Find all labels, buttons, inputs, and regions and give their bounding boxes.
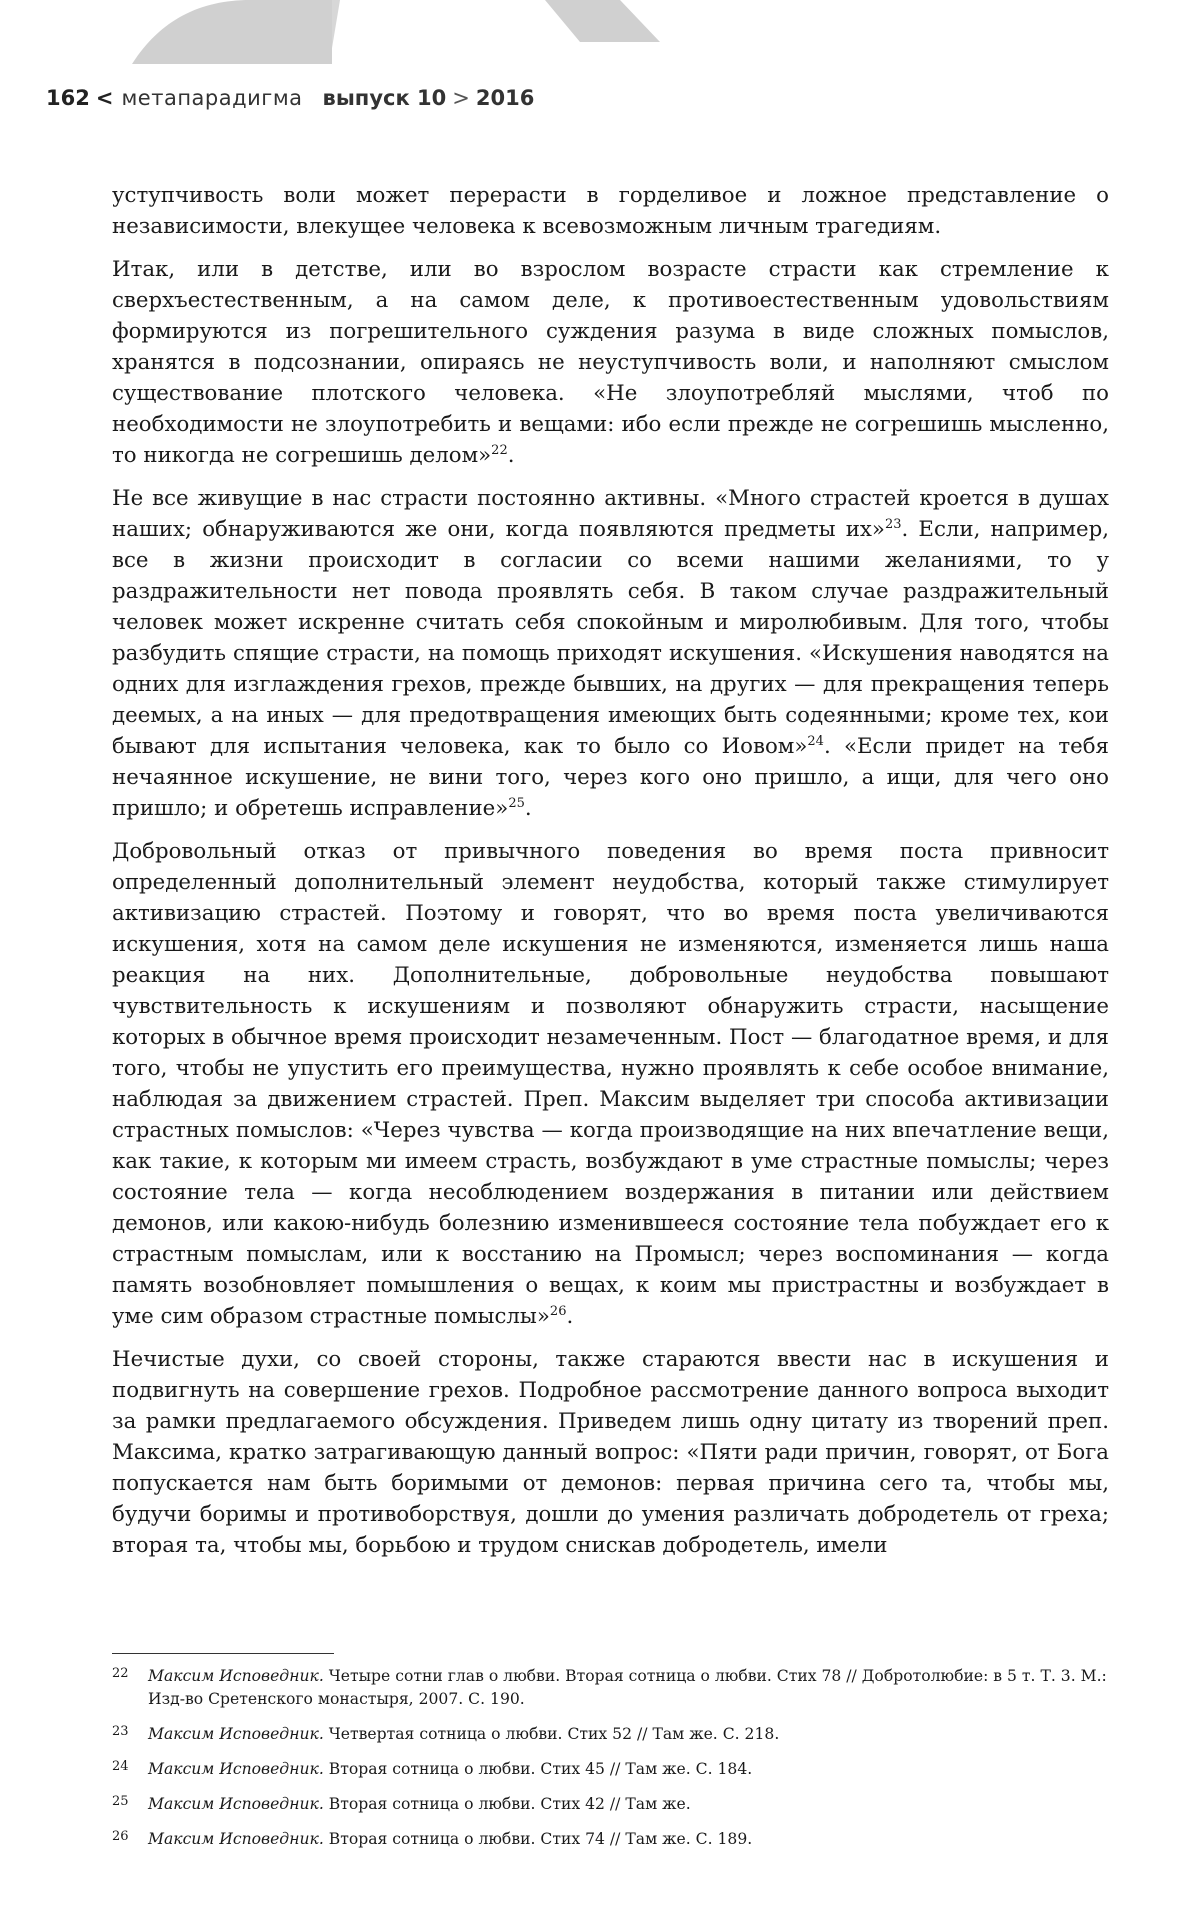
footnote-text: Вторая сотница о любви. Стих 42 // Там же. [323, 1795, 691, 1813]
footnote-reference: 26 [549, 1303, 567, 1319]
footnote-reference: 25 [508, 795, 525, 811]
prev-arrow: < [95, 86, 114, 110]
paragraph-text: Итак, или в детстве, или во взрослом возрасте страсти как стремление к сверхъестественным, а на самом деле, к противоестественным удовольствиям формируются из погрешительного суждения разума в виде сложных помыслов, хранятся в подсознании, опираясь не неуступчивость воли, и наполняют смыслом существование плотского человека. «Не злоупотребляй мыслями, чтоб по необходимости не злоупотребить и вещами: ибо если прежде не согрешишь мысленно, то никогда не согрешишь делом» [112, 257, 1109, 468]
footnote-reference: 22 [491, 442, 508, 458]
footnote-text: Вторая сотница о любви. Стих 74 // Там же. С. 189. [323, 1830, 753, 1848]
footnote-number: 22 [112, 1666, 129, 1681]
footnote-item [112, 1793, 1109, 1816]
paragraph [112, 483, 1109, 824]
paragraph [112, 836, 1109, 1332]
footnote-text: Четвертая сотница о любви. Стих 52 // Там же. С. 218. [323, 1725, 780, 1743]
footnote-author: Максим Исповедник. [148, 1760, 324, 1778]
footnote-number: 24 [112, 1759, 129, 1774]
footnote-item [112, 1665, 1109, 1711]
paragraph-text: Добровольный отказ от привычного поведения во время поста привносит определенный дополнительный элемент неудобства, который также стимулирует активизацию страстей. Поэтому и говорят, что во время поста увеличиваются искушения, хотя на самом деле искушения не изменяются, изменяется лишь наша реакция на них. Дополнительные, добровольные неудобства повышают чувствительность к искушениям и позволяют обнаружить страсти, насыщение которых в обычное время происходит незамеченным. Пост — благодатное время, и для того, чтобы не упустить его преимущества, нужно проявлять к себе особое внимание, наблюдая за движением страстей. Преп. Максим выделяет три способа активизации страстных помыслов: «Через чувства — когда производящие на них впечатление вещи, как такие, к которым ми имеем страсть, возбуждают в уме страстные помыслы; через состояние тела — когда несоблюдением воздержания в питании или действием демонов, или какою-нибудь болезнию изменившееся состояние тела побуждает его к страстным помыслам, или к восстанию на Промысл; через воспоминания — когда память возобновляет помышления о вещах, к коим мы пристрастны и возбуждает в уме сим образом страстные помыслы» [112, 839, 1109, 1329]
footnotes [112, 1665, 1109, 1863]
page-number: 162 [46, 86, 90, 110]
footnote-number: 23 [112, 1724, 129, 1739]
paragraph [112, 180, 1109, 242]
footnote-author: Максим Исповедник. [148, 1725, 324, 1743]
footnote-divider [112, 1653, 334, 1654]
footnote-number: 26 [112, 1829, 129, 1844]
footnote-item [112, 1828, 1109, 1851]
footnote-author: Максим Исповедник. [148, 1795, 324, 1813]
paragraph-text: . [566, 1304, 574, 1329]
issue-label: выпуск 10 [322, 86, 447, 110]
paragraph [112, 254, 1109, 471]
paragraph-text: . [507, 443, 515, 468]
footnote-text: Вторая сотница о любви. Стих 45 // Там же. С. 184. [323, 1760, 753, 1778]
paragraph-text: . «Если придет на тебя нечаянное искушение, не вини того, через кого оно пришло, а ищи, для чего оно пришло; и обретешь исправление» [112, 734, 1109, 821]
footnote-author: Максим Исповедник. [148, 1830, 324, 1848]
separator-arrow: > [452, 86, 470, 110]
footnote-item [112, 1723, 1109, 1746]
paragraph-text: Не все живущие в нас страсти постоянно активны. «Много страстей кроется в душах наших; обнаруживаются же они, когда появляются предметы их» [112, 486, 1109, 542]
paragraph-text: уступчивость воли может перерасти в горделивое и ложное представление о независимости, влекущее человека к всевозможным личным трагедиям. [112, 183, 1109, 239]
issue-year: 2016 [475, 86, 535, 110]
paragraph-text: . [524, 796, 532, 821]
footnote-reference: 23 [884, 516, 902, 532]
footnote-item [112, 1758, 1109, 1781]
footnote-author: Максим Исповедник. [148, 1667, 324, 1685]
journal-name: метапарадигма [121, 86, 303, 110]
footnote-reference: 24 [807, 733, 824, 749]
paragraph [112, 1344, 1109, 1561]
footnote-number: 25 [112, 1794, 129, 1809]
footnote-text: Четыре сотни глав о любви. Вторая сотница о любви. Стих 78 // Добротолюбие: в 5 т. Т. 3. М.: Изд-во Сретенского монастыря, 2007. С. 190. [148, 1667, 1107, 1708]
paragraph-text: Нечистые духи, со своей стороны, также стараются ввести нас в искушения и подвигнуть на совершение грехов. Подробное рассмотрение данного вопроса выходит за рамки предлагаемого обсуждения. Приведем лишь одну цитату из творений преп. Максима, кратко затрагивающую данный вопрос: «Пяти ради причин, говорят, от Бога попускается нам быть боримыми от демонов: первая причина сего та, чтобы мы, будучи боримы и противоборствуя, дошли до умения различать добродетель от греха; вторая та, чтобы мы, борьбою и трудом снискав добродетель, имели [112, 1347, 1109, 1558]
running-header [46, 86, 534, 110]
article-body [112, 180, 1109, 1573]
paragraph-text: . Если, например, все в жизни происходит в согласии со всеми нашими желаниями, то у раздражительности нет повода проявлять себя. В таком случае раздражительный человек может искренне считать себя спокойным и миролюбивым. Для того, чтобы разбудить спящие страсти, на помощь приходят искушения. «Искушения наводятся на одних для изглаждения грехов, прежде бывших, на других — для прекращения теперь деемых, а на иных — для предотвращения имеющих быть содеянными; кроме тех, кои бывают для испытания человека, как то было со Иовом» [112, 517, 1109, 759]
